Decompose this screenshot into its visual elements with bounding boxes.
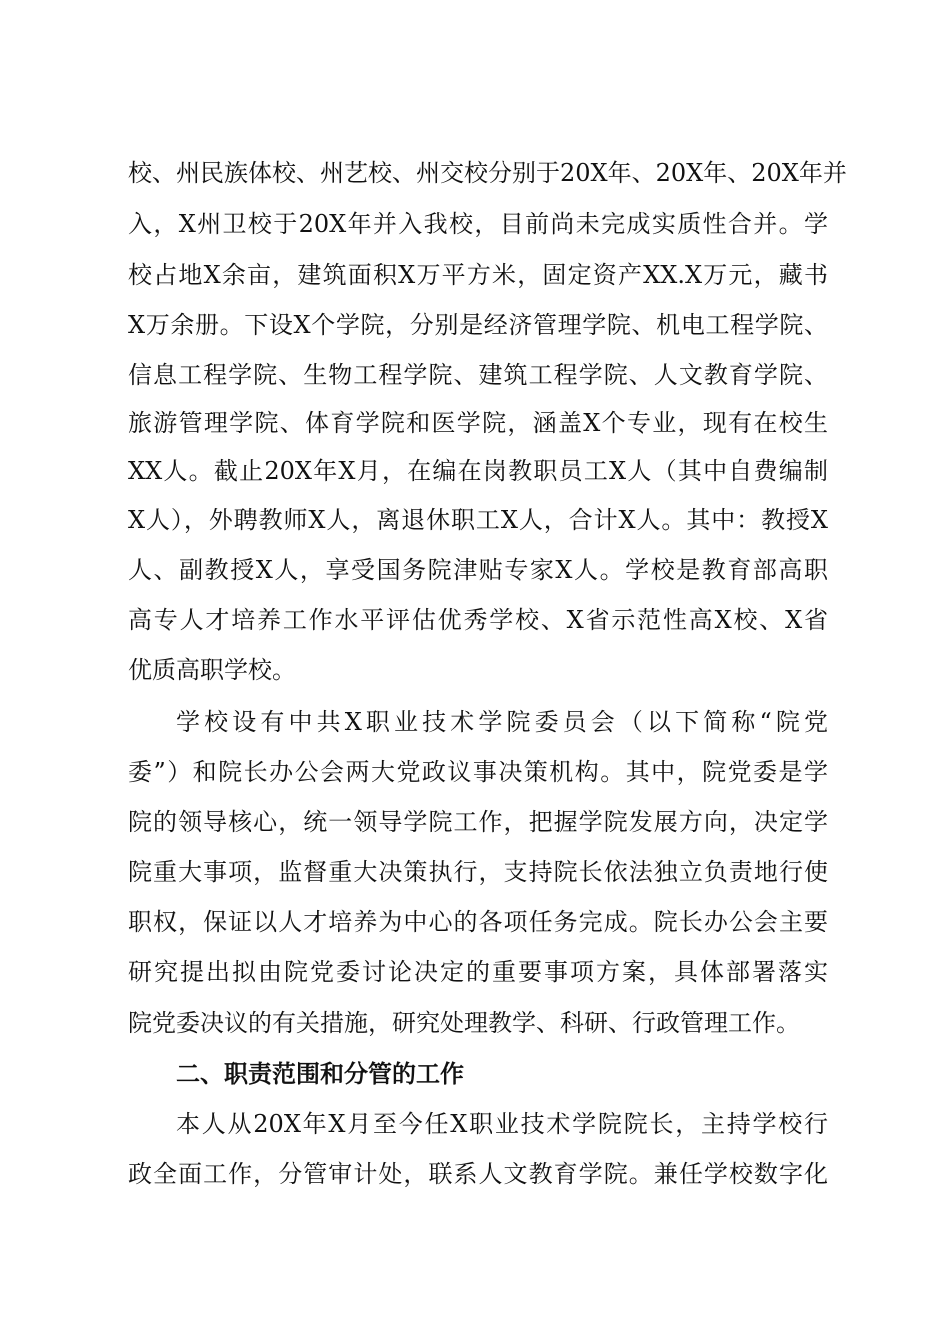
paragraph-line: 研究提出拟由院党委讨论决定的重要事项方案，具体部署落实 — [128, 958, 828, 986]
paragraph-line: X人），外聘教师X人，离退休职工X人，合计X人。其中：教授X — [128, 506, 828, 534]
paragraph-line: 院的领导核心，统一领导学院工作，把握学院发展方向，决定学 — [128, 808, 828, 836]
paragraph-line: 委”）和院长办公会两大党政议事决策机构。其中，院党委是学 — [128, 758, 828, 786]
paragraph-line: 院党委决议的有关措施，研究处理教学、科研、行政管理工作。 — [128, 1009, 800, 1037]
paragraph-line: 政全面工作，分管审计处，联系人文教育学院。兼任学校数字化 — [128, 1160, 828, 1188]
section-heading: 二、职责范围和分管的工作 — [176, 1060, 464, 1088]
paragraph-line: 院重大事项，监督重大决策执行，支持院长依法独立负责地行使 — [128, 858, 828, 886]
paragraph-line: 高专人才培养工作水平评估优秀学校、X省示范性高X校、X省 — [128, 606, 828, 634]
paragraph-line: 校占地X余亩，建筑面积X万平方米，固定资产XX.X万元，藏书 — [128, 261, 828, 289]
paragraph-line: 本人从20X年X月至今任X职业技术学院院长，主持学校行 — [176, 1110, 828, 1138]
paragraph-line: 信息工程学院、生物工程学院、建筑工程学院、人文教育学院、 — [128, 361, 828, 389]
paragraph-line: 学校设有中共X职业技术学院委员会（以下简称“院党 — [176, 708, 828, 736]
paragraph-line: 旅游管理学院、体育学院和医学院，涵盖X个专业，现有在校生 — [128, 409, 828, 437]
paragraph-line: 优质高职学校。 — [128, 656, 296, 684]
paragraph-line: 校、州民族体校、州艺校、州交校分别于20X年、20X年、20X年并 — [128, 159, 847, 187]
paragraph-line: 人、副教授X人，享受国务院津贴专家X人。学校是教育部高职 — [128, 556, 828, 584]
paragraph-line: X万余册。下设X个学院，分别是经济管理学院、机电工程学院、 — [128, 311, 828, 339]
paragraph-line: 职权，保证以人才培养为中心的各项任务完成。院长办公会主要 — [128, 908, 828, 936]
paragraph-line: XX人。截止20X年X月，在编在岗教职员工X人（其中自费编制 — [128, 457, 828, 485]
paragraph-line: 入，X州卫校于20X年并入我校，目前尚未完成实质性合并。学 — [128, 210, 828, 238]
